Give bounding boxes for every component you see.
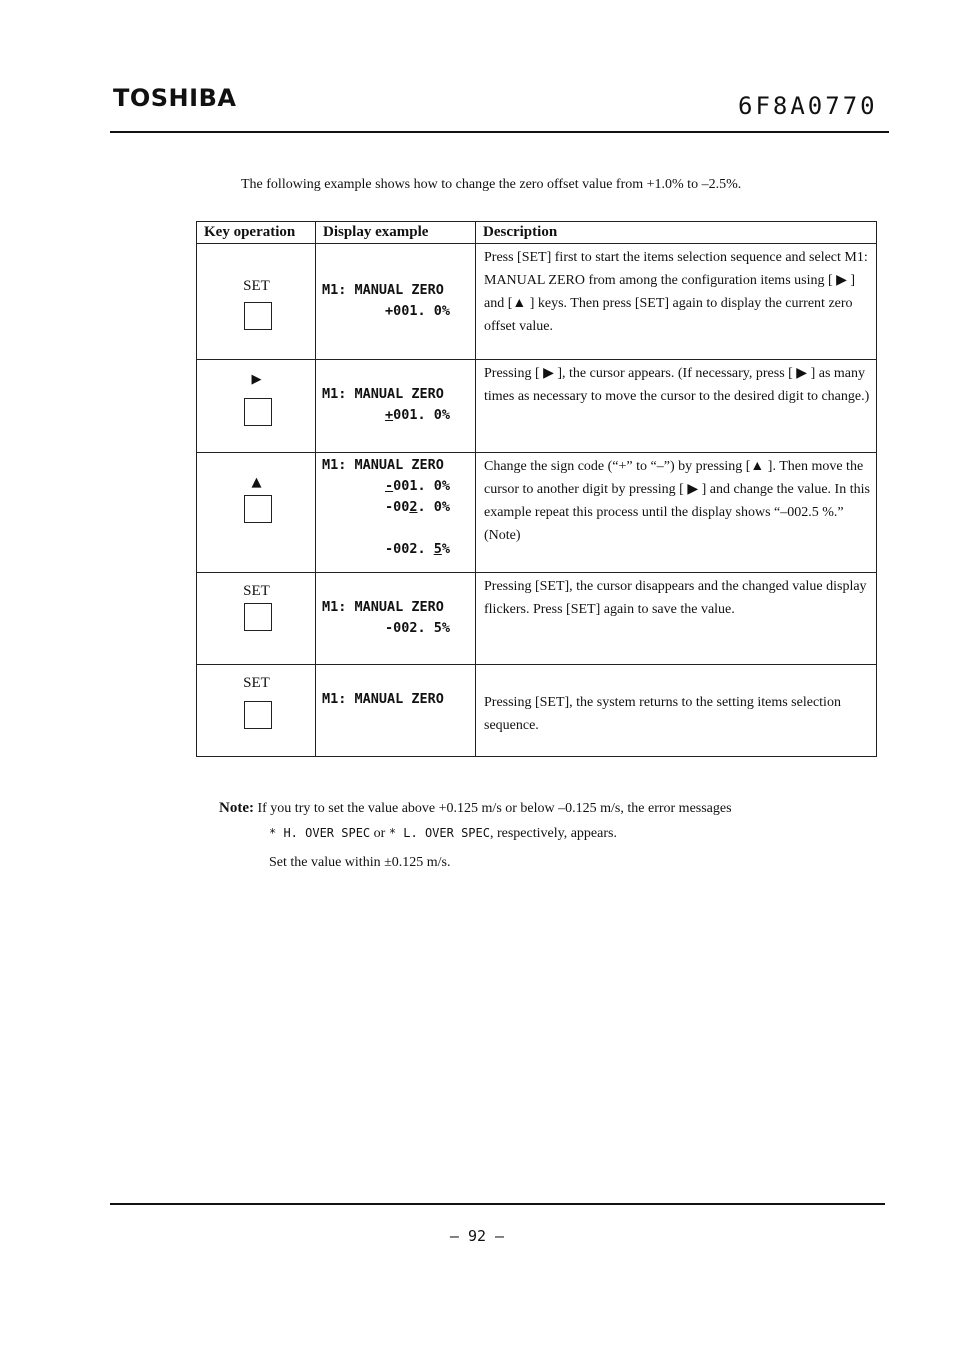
- display-line-item: M1: MANUAL ZERO: [322, 282, 444, 298]
- footer-rule: [110, 1203, 885, 1205]
- display-value: [316, 476, 475, 497]
- cursor-digit: 2: [409, 499, 418, 515]
- display-value: [316, 539, 475, 560]
- display-example-cell: [316, 665, 476, 757]
- table-row: [197, 244, 877, 360]
- header-description: Description: [476, 222, 877, 244]
- note-text-2: , respectively, appears.: [489, 826, 617, 841]
- display-value: [316, 618, 475, 639]
- table-row: [197, 665, 877, 757]
- display-value-prefix: -00: [384, 499, 410, 515]
- display-line-item: M1: MANUAL ZERO: [322, 386, 444, 402]
- note-or: or: [373, 826, 386, 841]
- intro-text: The following example shows how to change the zero offset value from +1.0% to –2.5%.: [241, 177, 742, 192]
- key-box-icon: [244, 495, 272, 523]
- note-line-3: Set the value within ±0.125 m/s.: [269, 855, 451, 870]
- key-operation-cell: [197, 665, 316, 757]
- key-box-icon: [244, 603, 272, 631]
- display-value-suffix: +001. 0%: [384, 303, 450, 319]
- note-label: Note:: [219, 800, 254, 816]
- key-operation-cell: [197, 453, 316, 573]
- display-value-suffix: -002. 5%: [384, 620, 450, 636]
- display-value: [316, 497, 475, 518]
- set-key-label: SET: [243, 278, 270, 294]
- description-cell: [476, 360, 877, 453]
- header-display-example: Display example: [316, 222, 476, 244]
- note-line-1: [219, 800, 732, 817]
- display-value-suffix: 001. 0%: [393, 478, 450, 494]
- display-example-cell: [316, 573, 476, 665]
- description-cell: [476, 573, 877, 665]
- key-operation-cell: [197, 573, 316, 665]
- display-example-cell: [316, 360, 476, 453]
- header-rule: [110, 131, 889, 133]
- header-key-operation: Key operation: [197, 222, 316, 244]
- description-cell: [476, 244, 877, 360]
- description-text: Press [SET] first to start the items selection sequence and select M1: MANUAL ZERO from among the configuration items using [ ▶ ] and [▲ ] keys. Then press [SET] again to display the current zero offset value.: [484, 250, 868, 334]
- key-operation-cell: [197, 360, 316, 453]
- display-value-suffix: %: [441, 541, 450, 557]
- description-text: Pressing [ ▶ ], the cursor appears. (If necessary, press [ ▶ ] as many times as necessary to move the cursor to the desired digit to change.): [484, 366, 870, 404]
- display-example-cell: [316, 244, 476, 360]
- description-text: Pressing [SET], the system returns to the setting items selection sequence.: [484, 695, 841, 733]
- key-box-icon: [244, 302, 272, 330]
- description-text: Pressing [SET], the cursor disappears and the changed value display flickers. Press [SET] again to save the value.: [484, 579, 867, 617]
- display-value: [316, 518, 475, 539]
- error-message-high: * H. OVER SPEC: [269, 826, 371, 840]
- table-header-row: [197, 222, 877, 244]
- error-message-low: * L. OVER SPEC: [388, 826, 490, 840]
- right-arrow-key-icon: ▶: [251, 372, 262, 387]
- description-cell: [476, 453, 877, 573]
- display-line-item: M1: MANUAL ZERO: [322, 691, 444, 707]
- operation-table: [196, 221, 877, 757]
- key-operation-cell: [197, 244, 316, 360]
- display-line-item: M1: MANUAL ZERO: [322, 599, 444, 615]
- display-line-item: M1: MANUAL ZERO: [322, 457, 444, 473]
- brand-logo: TOSHIBA: [113, 84, 237, 112]
- table-row: [197, 573, 877, 665]
- note-text-1: If you try to set the value above +0.125 m/s or below –0.125 m/s, the error messages: [257, 801, 732, 816]
- display-value-suffix: 001. 0%: [393, 407, 450, 423]
- display-example-cell: [316, 453, 476, 573]
- key-box-icon: [244, 701, 272, 729]
- display-value: [316, 301, 475, 322]
- cursor-digit: 5: [433, 541, 442, 557]
- description-cell: [476, 665, 877, 757]
- up-arrow-key-icon: ▲: [251, 475, 262, 490]
- page-number: – 92 –: [449, 1227, 505, 1245]
- note-line-2: [269, 826, 617, 842]
- set-key-label: SET: [243, 583, 270, 599]
- display-value-suffix: . 0%: [417, 499, 450, 515]
- description-text: Change the sign code (“+” to “–”) by pressing [▲ ]. Then move the cursor to another digit by pressing [ ▶ ] and change the value. In this example repeat this process until the display shows “–002.5 %.” (Note): [484, 459, 870, 543]
- table-row: [197, 453, 877, 573]
- set-key-label: SET: [243, 675, 270, 691]
- table-row: [197, 360, 877, 453]
- display-value-prefix: -002.: [384, 541, 434, 557]
- display-value: [316, 405, 475, 426]
- document-number: 6F8A0770: [738, 92, 878, 120]
- cursor-digit: +: [384, 407, 394, 423]
- cursor-digit: -: [384, 478, 394, 494]
- key-box-icon: [244, 398, 272, 426]
